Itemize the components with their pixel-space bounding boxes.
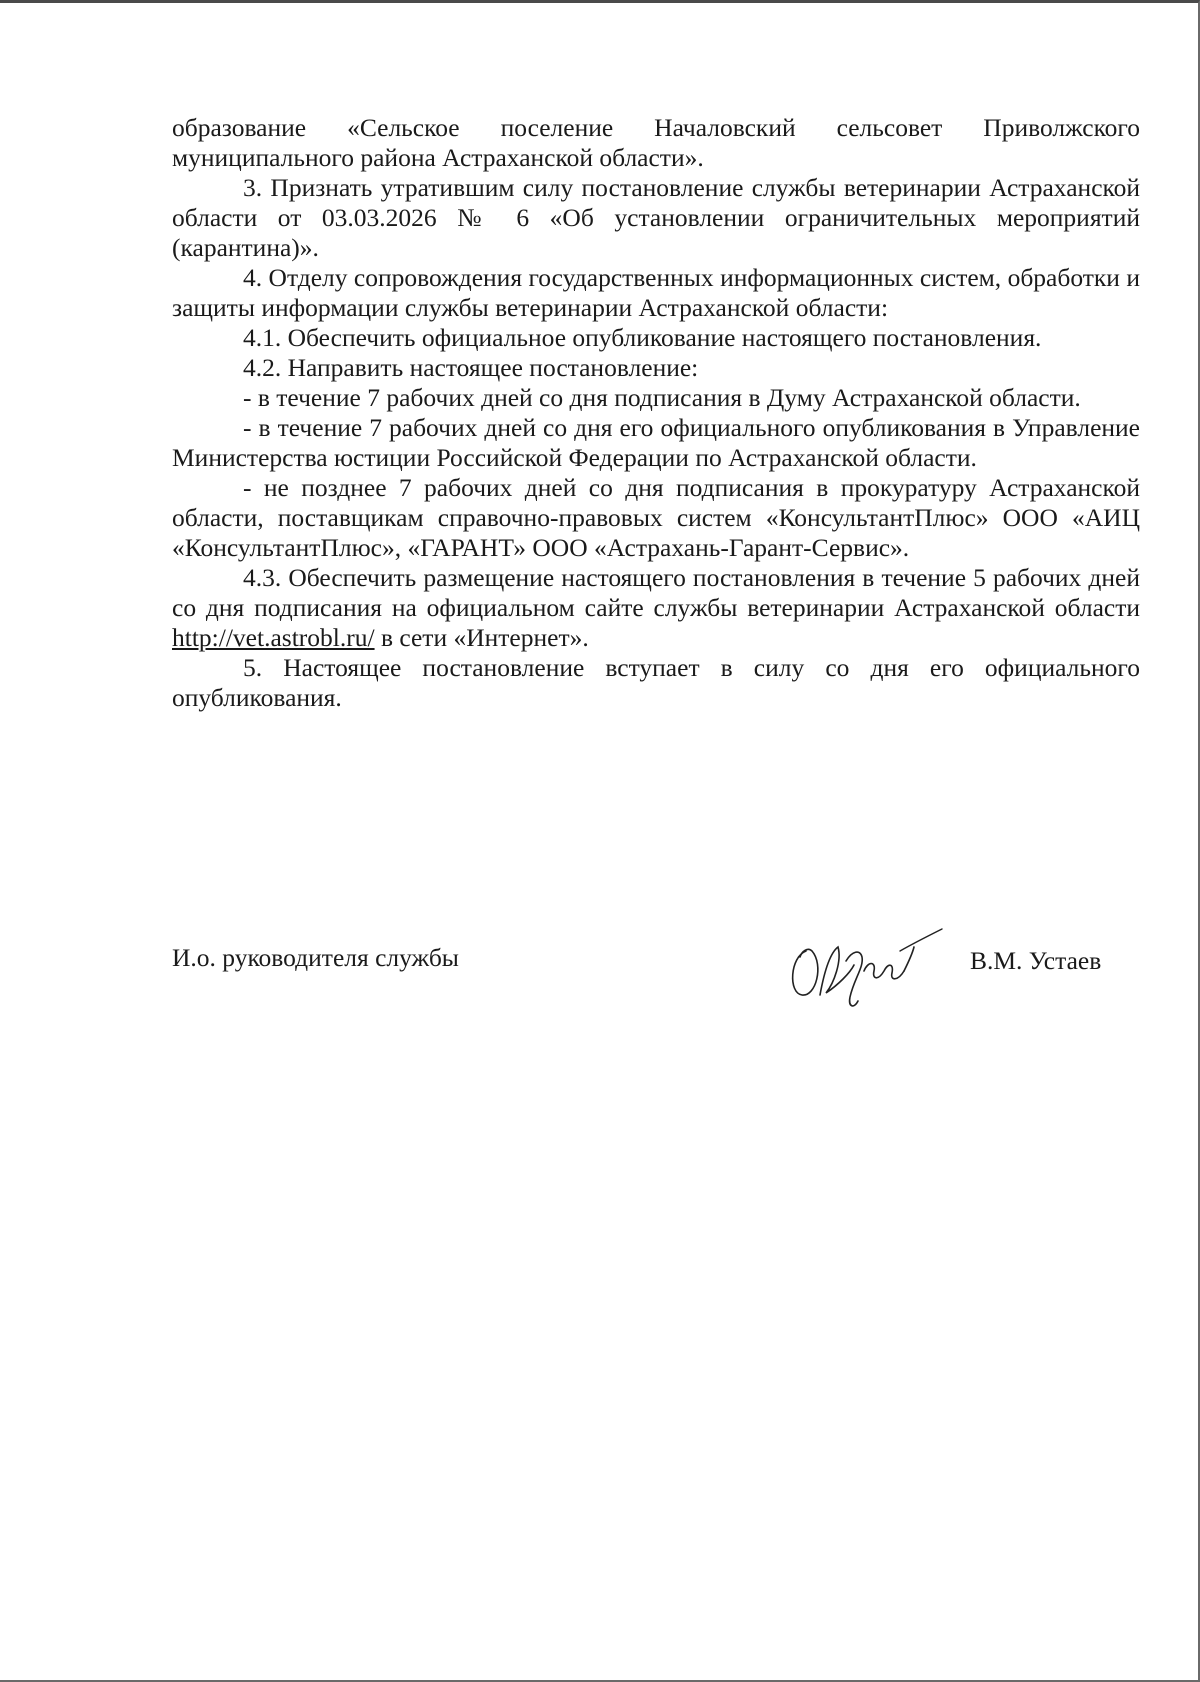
handwritten-signature xyxy=(780,921,950,1011)
paragraph-4-1: 4.1. Обеспечить официальное опубликование настоящего постановления. xyxy=(243,323,1042,352)
website-link[interactable]: http://vet.astrobl.ru/ xyxy=(172,623,375,652)
paragraph-prosecutor: - не позднее 7 рабочих дней со дня подписания в прокуратуру Астраханской области, поставщикам справочно-правовых систем «КонсультантПлюс» ООО «АИЦ «КонсультантПлюс», «ГАРАНТ» ООО «Астрахань-Гарант-Сервис». xyxy=(172,473,1140,562)
paragraph-4-2: 4.2. Направить настоящее постановление: xyxy=(243,353,699,382)
paragraph-municipality: образование «Сельское поселение Началовский сельсовет Приволжского муниципального района Астраханской области». xyxy=(172,113,1140,172)
paragraph-justice-ministry: - в течение 7 рабочих дней со дня его официального опубликования в Управление Министерства юстиции Российской Федерации по Астраханской области. xyxy=(172,413,1140,472)
paragraph-4: 4. Отделу сопровождения государственных информационных систем, обработки и защиты информации службы ветеринарии Астраханской области: xyxy=(172,263,1140,322)
paragraph-duma: - в течение 7 рабочих дней со дня подписания в Думу Астраханской области. xyxy=(243,383,1081,412)
paragraph-5: 5. Настоящее постановление вступает в силу со дня его официального опубликования. xyxy=(172,653,1140,712)
signatory-title: И.о. руководителя службы xyxy=(172,943,459,972)
document-body xyxy=(172,113,1140,713)
paragraph-4-3-text-after: в сети «Интернет». xyxy=(374,623,589,652)
signatory-name: В.М. Устаев xyxy=(970,946,1102,975)
paragraph-4-3 xyxy=(172,563,1140,653)
paragraph-3: 3. Признать утратившим силу постановление службы ветеринарии Астраханской области от 03.03.2026 № 6 «Об установлении ограничительных мероприятий (карантина)». xyxy=(172,173,1140,262)
paragraph-4-3-text-before: 4.3. Обеспечить размещение настоящего постановления в течение 5 рабочих дней со дня подписания на официальном сайте службы ветеринарии Астраханской области xyxy=(172,563,1140,622)
signature-block xyxy=(172,921,1140,1011)
